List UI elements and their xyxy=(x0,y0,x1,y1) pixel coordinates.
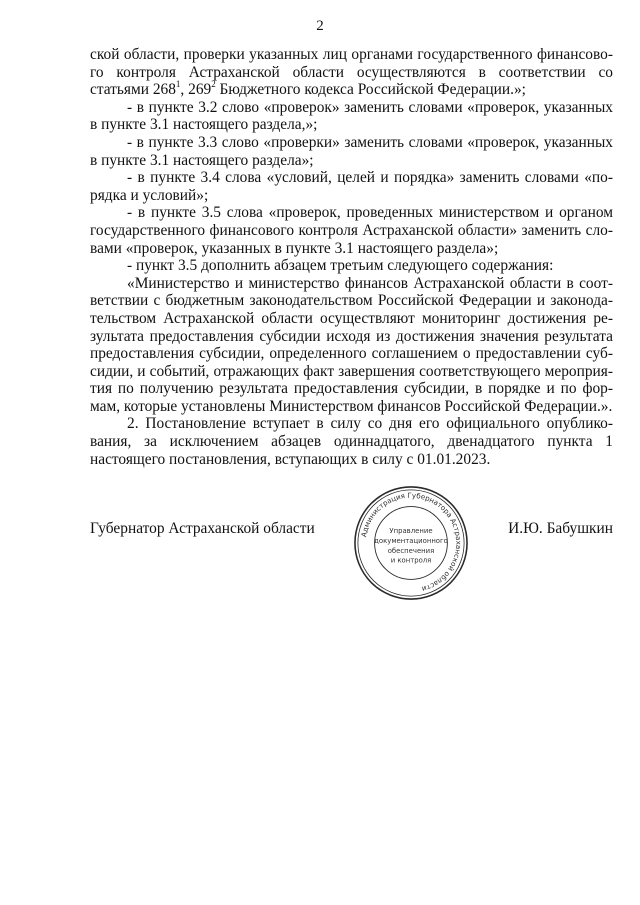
seal-center-line: Управление xyxy=(389,527,433,536)
official-seal xyxy=(352,484,470,602)
signature-block xyxy=(90,484,613,604)
document-body xyxy=(90,46,613,468)
paragraph-7: «Министерство и министерство финансов Астраханской области в соответствии с бюджетным законодательством Российской Федерации и законодательством Астраханской области осуществляют мониторинг достижения результата предоставления субсидии исходя из достижения значения результата предоставления субсидии, определенного соглашением о предоставлении субсидии, и событий, отражающих факт завершения соответствующего мероприятия по получению результата предоставления субсидии, в порядке и по формам, которые установлены Министерством финансов Российской Федерации.». xyxy=(90,274,613,415)
paragraph-8: 2. Постановление вступает в силу со дня его официального опубликования, за исключением абзацев одиннадцатого, двенадцатого пункта 1 настоящего постановления, вступающих в силу с 01.01.2023. xyxy=(90,415,613,468)
signatory-name: И.Ю. Бабушкин xyxy=(508,520,613,537)
svg-text:Администрация Губернатора Астр: Администрация Губернатора Астраханской области xyxy=(359,490,464,594)
seal-center-line: и контроля xyxy=(390,556,432,565)
paragraph-1: ской области, проверки указанных лиц органами государственного финансового контроля Астраханской области осуществляются в соответствии со статьями $268^1$, $269^2$ Бюджетного кодекса Российской Федерации.»; xyxy=(90,46,613,99)
signatory-title: Губернатор Астраханской области xyxy=(90,520,315,537)
paragraph-2: - в пункте 3.2 слово «проверок» заменить словами «проверок, указанных в пункте 3.1 настоящего раздела,»; xyxy=(90,98,613,134)
seal-center-line: документационного xyxy=(374,537,448,545)
paragraph-3: - в пункте 3.3 слово «проверки» заменить словами «проверок, указанных в пункте 3.1 настоящего раздела»; xyxy=(90,133,613,169)
paragraph-6: - пункт 3.5 дополнить абзацем третьим следующего содержания: xyxy=(127,257,554,275)
paragraph-4: - в пункте 3.4 слова «условий, целей и порядка» заменить словами «порядка и условий»; xyxy=(90,169,613,204)
paragraph-5: - в пункте 3.5 слова «проверок, проведенных министерством и органом государственного финансового контроля Астраханской области» заменить словами «проверок, указанных в пункте 3.1 настоящего раздела»; xyxy=(90,204,613,257)
seal-center-line: обеспечения xyxy=(387,546,435,555)
page-number: 2 xyxy=(316,18,324,34)
